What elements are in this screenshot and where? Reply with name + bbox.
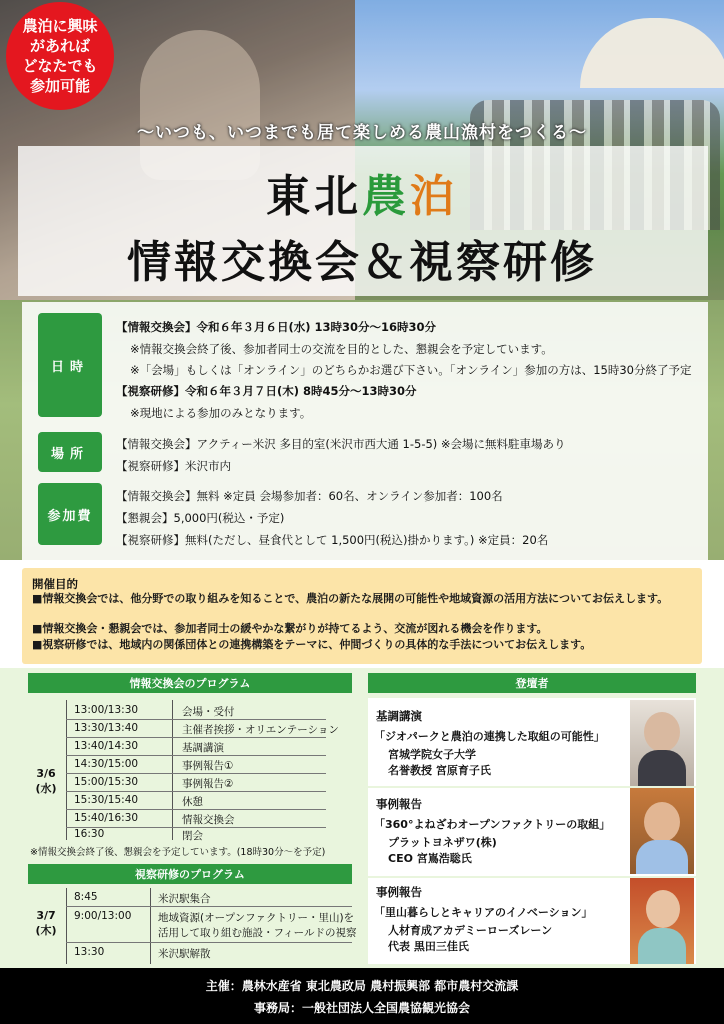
program1-time-6: 15:30/15:40 <box>74 794 139 806</box>
program1-time-1: 13:00/13:30 <box>74 704 139 716</box>
speaker-card-2: 事例報告 「360°よねざわオープンファクトリーの取組」 プラットヨネザワ(株) CEO 宮嶌浩聡氏 <box>368 788 696 876</box>
program1-item-2: 主催者挨拶・オリエンテーション <box>182 724 339 736</box>
program2-time-2: 9:00/13:00 <box>74 910 132 922</box>
purpose-line-2: ■情報交換会・懇親会では、参加者同士の緩やかな繋がりが持てるよう、交流が図れる機会を作ります。 <box>32 622 548 635</box>
program2-item-3: 米沢駅解散 <box>158 948 211 960</box>
program1-item-1: 会場・受付 <box>182 706 235 718</box>
purpose-box <box>22 568 702 664</box>
program1-time-3: 13:40/14:30 <box>74 740 139 752</box>
program2-time-3: 13:30 <box>74 946 105 958</box>
fee-line-1: 【情報交換会】無料 ※定員 会場参加者：60名、オンライン参加者：100名 <box>116 489 503 503</box>
program1-time-5: 15:00/15:30 <box>74 776 139 788</box>
fee-line-2: 【懇親会】5,000円(税込・予定) <box>116 511 285 525</box>
venue-label: 場所 <box>38 432 102 472</box>
fee-line-3: 【視察研修】無料(ただし、昼食代として 1,500円(税込)掛かります。) ※定員：20名 <box>116 533 549 547</box>
program1-item-6: 休憩 <box>182 796 203 808</box>
program1-time-7: 15:40/16:30 <box>74 812 139 824</box>
program1-time-2: 13:30/13:40 <box>74 722 139 734</box>
program1-day: 3/6 (水) <box>35 767 57 795</box>
program1-header: 情報交換会のプログラム <box>28 673 352 693</box>
organizers-text: 主催：農林水産省 東北農政局 農村振興部 都市農村交流課 <box>205 979 519 993</box>
schedule-line-2: ※情報交換会終了後、参加者同士の交流を目的とした、懇親会を予定しています。 <box>130 342 553 356</box>
program1-note: ※情報交換会終了後、懇親会を予定しています。(18時30分～を予定) <box>30 847 326 858</box>
speaker-photo-2 <box>630 788 694 874</box>
schedule-label: 日時 <box>38 313 102 417</box>
program1-item-3: 基調講演 <box>182 742 224 754</box>
speakers-header: 登壇者 <box>368 673 696 693</box>
tagline: ～いつも、いつまでも居て楽しめる農山漁村をつくる～ <box>137 123 587 143</box>
purpose-line-1: ■情報交換会では、他分野での取り組みを知ることで、農泊の新たな展開の可能性や地域資源の活用方法についてお伝えします。 <box>32 592 669 605</box>
program1-item-4: 事例報告① <box>182 760 234 772</box>
program1-item-5: 事例報告② <box>182 778 234 790</box>
sub-title: 情報交換会＆視察研修 <box>127 237 597 288</box>
speaker-card-1: 基調講演 「ジオパークと農泊の連携した取組の可能性」 宮城学院女子大学 名誉教授 宮原育子氏 <box>368 698 696 786</box>
purpose-line-3: ■視察研修では、地域内の関係団体との連携構築をテーマに、仲間づくりの具体的な手法についてお伝えします。 <box>32 638 592 651</box>
program2-item-1: 米沢駅集合 <box>158 893 211 905</box>
program2-header: 視察研修のプログラム <box>28 864 352 884</box>
program1-time-4: 14:30/15:00 <box>74 758 139 770</box>
schedule-line-5: ※現地による参加のみとなります。 <box>130 406 312 420</box>
venue-line-2: 【視察研修】米沢市内 <box>116 459 231 473</box>
footer <box>0 968 724 1024</box>
main-title: 東北農泊 <box>266 171 458 222</box>
venue-line-1: 【情報交換会】アクティー米沢 多目的室(米沢市西大通 1-5-5) ※会場に無料駐車場あり <box>116 437 566 451</box>
program1-item-8: 閉会 <box>182 830 203 842</box>
speaker-photo-1 <box>630 700 694 786</box>
schedule-line-3: ※「会場」もしくは「オンライン」のどちらかお選び下さい。「オンライン」参加の方は、15時30分終了予定 <box>130 363 692 377</box>
speaker-photo-3 <box>630 878 694 964</box>
speaker-card-3: 事例報告 「里山暮らしとキャリアのイノベーション」 人材育成アカデミーローズレーン 代表 黒田三佳氏 <box>368 878 696 964</box>
schedule-line-1: 【情報交換会】令和６年３月６日(水) 13時30分～16時30分 <box>116 320 437 334</box>
program2-item-2b: 活用して取り組む施設・フィールドの視察 <box>158 927 357 939</box>
program2-item-2a: 地域資源(オープンファクトリー・里山)を <box>158 912 355 924</box>
office-text: 事務局：一般社団法人全国農協観光協会 <box>253 1001 470 1015</box>
program1-time-8: 16:30 <box>74 828 105 840</box>
schedule-line-4: 【視察研修】令和６年３月７日(木) 8時45分～13時30分 <box>116 384 417 398</box>
fee-label: 参加費 <box>38 483 102 545</box>
program1-item-7: 情報交換会 <box>182 814 235 826</box>
program2-time-1: 8:45 <box>74 891 98 903</box>
program2-day: 3/7 (木) <box>35 909 57 937</box>
purpose-heading: 開催目的 <box>32 577 78 591</box>
eligibility-badge: 農泊に興味 があれば どなたでも 参加可能 <box>6 2 114 110</box>
